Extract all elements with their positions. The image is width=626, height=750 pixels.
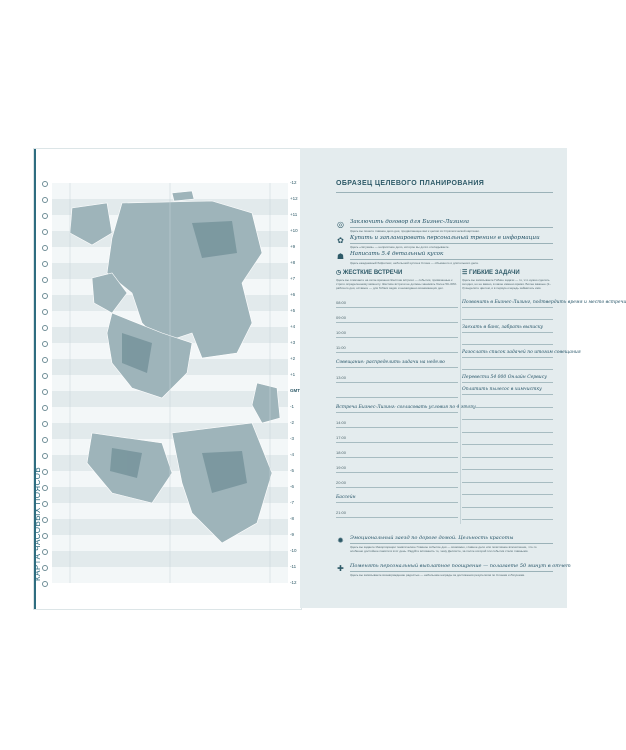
bottom-note-description: Здесь вы задаете Инкорпорации тематическое Главное событие дня — возможно, главное дело или позитивное впечатление, что-то особенно достойное памяти в этот день. Радуйте вспомнить то, чему Дессисте, за после которой эти события стали главными. bbox=[350, 545, 537, 553]
sun-icon: ✹ bbox=[337, 536, 344, 545]
time-label: 17:00 bbox=[336, 435, 347, 440]
zone-offset-label: -6 bbox=[290, 484, 295, 489]
hard-meeting-row[interactable] bbox=[336, 444, 458, 458]
zone-marker bbox=[42, 357, 48, 363]
zone-marker bbox=[42, 517, 48, 523]
zone-offset-label: +4 bbox=[290, 324, 296, 329]
target-icon: ◎ bbox=[337, 220, 344, 229]
goal-note: Здесь «лягушка» — неприятное дело, которое вы долго откладываете. bbox=[350, 244, 450, 249]
zone-marker bbox=[42, 437, 48, 443]
zone-offset-label: +8 bbox=[290, 260, 296, 265]
page-title: КАРТА ЧАСОВЫХ ПОЯСОВ bbox=[33, 466, 42, 581]
goal-row bbox=[336, 252, 553, 266]
list-icon: ☰ bbox=[462, 270, 470, 276]
zone-marker bbox=[42, 341, 48, 347]
zone-offset-label: -4 bbox=[290, 452, 295, 457]
time-label: 20:00 bbox=[336, 480, 347, 485]
zone-offset-label: -2 bbox=[290, 420, 295, 425]
flexible-task-row[interactable] bbox=[462, 482, 553, 496]
gift-icon: ✚ bbox=[337, 564, 344, 573]
time-label: 19:00 bbox=[336, 465, 347, 470]
flexible-task-row[interactable] bbox=[462, 319, 553, 333]
zone-offset-label: +7 bbox=[290, 276, 296, 281]
zone-marker bbox=[42, 261, 48, 267]
zone-marker bbox=[42, 245, 48, 251]
flexible-task-row[interactable] bbox=[462, 444, 553, 458]
time-label: 14:00 bbox=[336, 420, 347, 425]
flexible-tasks-heading: ☰ ГИБКИЕ ЗАДАЧИ bbox=[462, 270, 520, 276]
time-label: 11:00 bbox=[336, 345, 346, 350]
zone-marker bbox=[42, 581, 48, 587]
bottom-note-description: Здесь вы записываете вознаграждение радостью — небольшие награды за достижения результатов по Слонам и Лягушкам. bbox=[350, 573, 525, 577]
hard-meeting-row[interactable] bbox=[336, 399, 476, 413]
zone-marker bbox=[42, 533, 48, 539]
zone-marker bbox=[42, 501, 48, 507]
task-entry: Оплатить пылесос в химчистку bbox=[462, 387, 542, 392]
hard-meeting-row[interactable] bbox=[336, 414, 458, 428]
time-label: 08:00 bbox=[336, 300, 347, 305]
goal-text[interactable]: Купить и запланировать персональный тренинг в информации bbox=[350, 235, 540, 241]
flexible-task-row[interactable] bbox=[462, 307, 553, 321]
clock-icon: ◷ bbox=[336, 270, 343, 276]
flexible-task-row[interactable] bbox=[462, 507, 553, 521]
bottom-note-row bbox=[336, 563, 571, 586]
hard-meeting-row[interactable] bbox=[336, 369, 458, 383]
flexible-task-row[interactable] bbox=[462, 457, 553, 471]
zone-marker bbox=[42, 389, 48, 395]
flexible-task-row[interactable] bbox=[462, 344, 581, 358]
time-label: 09:00 bbox=[336, 315, 347, 320]
task-entry: Позвонить в Бизнес-Лизинг, подтвердить время и место встречи bbox=[462, 299, 626, 305]
zone-offset-label: +3 bbox=[290, 340, 296, 345]
zone-offset-label: -5 bbox=[290, 468, 295, 473]
time-label: 10:00 bbox=[336, 330, 347, 335]
hard-meeting-row[interactable] bbox=[336, 339, 458, 353]
meeting-entry: Встреча Бизнес-Лизинг: согласовать условия по 4 этапу bbox=[336, 405, 476, 410]
flexible-task-row[interactable] bbox=[462, 407, 553, 421]
goal-text[interactable]: Заключить договор для Бизнес-Лизинга bbox=[350, 219, 470, 225]
hard-meeting-row[interactable] bbox=[336, 504, 458, 518]
task-entry: Разослать список задачей по итогам совещания bbox=[462, 349, 581, 355]
flexible-task-row[interactable] bbox=[462, 494, 553, 508]
flexible-task-row[interactable] bbox=[462, 294, 626, 308]
frog-icon: ✿ bbox=[337, 236, 344, 245]
flexible-task-row[interactable] bbox=[462, 394, 553, 408]
bottom-note-text[interactable]: Эмоциональный заезд по дороге домой. Цельность красоты bbox=[350, 535, 514, 541]
zone-offset-label: -12 bbox=[290, 580, 297, 585]
flexible-task-row[interactable] bbox=[462, 432, 553, 446]
flexible-task-row[interactable] bbox=[462, 419, 553, 433]
zone-offset-label: -7 bbox=[290, 500, 295, 505]
goal-note: Здесь ежедневный бифштекс, небольшой кусочек Слона — объемного и длительного дела. bbox=[350, 260, 479, 265]
zone-offset-label: +5 bbox=[290, 308, 296, 313]
goal-row bbox=[336, 236, 553, 250]
time-label: 21:00 bbox=[336, 510, 347, 515]
time-label: 18:00 bbox=[336, 450, 347, 455]
zone-marker bbox=[42, 421, 48, 427]
zone-offset-label: +11 bbox=[290, 212, 298, 217]
bottom-note-line bbox=[350, 543, 553, 544]
flexible-task-row[interactable] bbox=[462, 382, 553, 396]
hard-meeting-row[interactable] bbox=[336, 459, 458, 473]
flexible-task-row[interactable] bbox=[462, 369, 553, 383]
zone-offset-label: GMT bbox=[290, 388, 300, 393]
zone-marker bbox=[42, 405, 48, 411]
zone-offset-label: -1 bbox=[290, 404, 295, 409]
zone-offset-label: +2 bbox=[290, 356, 296, 361]
zone-marker bbox=[42, 309, 48, 315]
task-entry: Заехать в банк, забрать выписку bbox=[462, 324, 544, 330]
zone-offset-label: -9 bbox=[290, 532, 295, 537]
world-map-graphic bbox=[52, 183, 288, 583]
hard-meeting-row[interactable] bbox=[336, 324, 458, 338]
hard-meeting-row[interactable] bbox=[336, 309, 458, 323]
zone-offset-label: -12 bbox=[290, 180, 297, 185]
hard-meeting-row[interactable] bbox=[336, 294, 458, 308]
flexible-tasks-description: Здесь вы записываете Гибкие задачи — то, что нужно сделать сегодня, но не важно, в какое именно время. Более важные (2–3) выделите цветом, и в первую очередь займитесь ими. bbox=[462, 278, 551, 290]
flexible-task-row[interactable] bbox=[462, 469, 553, 483]
flexible-task-row[interactable] bbox=[462, 357, 553, 371]
zone-marker bbox=[42, 325, 48, 331]
page-title: ОБРАЗЕЦ ЦЕЛЕВОГО ПЛАНИРОВАНИЯ bbox=[336, 180, 485, 187]
zone-marker bbox=[42, 469, 48, 475]
zone-marker bbox=[42, 373, 48, 379]
timezone-map-page bbox=[33, 148, 302, 610]
zone-offset-label: +12 bbox=[290, 196, 298, 201]
zone-offset-label: +1 bbox=[290, 372, 296, 377]
flexible-task-row[interactable] bbox=[462, 332, 553, 346]
time-label: 13:00 bbox=[336, 375, 347, 380]
zone-marker bbox=[42, 277, 48, 283]
column-divider bbox=[460, 269, 461, 524]
zone-offset-label: +10 bbox=[290, 228, 298, 233]
bottom-note-row bbox=[336, 536, 553, 558]
meeting-entry: Совещание: распределить задачи на неделю bbox=[336, 360, 445, 365]
hard-meeting-row[interactable] bbox=[336, 489, 458, 503]
zone-offset-label: -10 bbox=[290, 548, 297, 553]
meeting-entry: Бассейн bbox=[336, 495, 356, 500]
zone-offset-label: -11 bbox=[290, 564, 297, 569]
goal-note: Здесь вы пишете главное дело дня, продвигающее вас к целям из Стратегической картинки. bbox=[350, 228, 480, 233]
zone-marker bbox=[42, 229, 48, 235]
goal-text[interactable]: Написать 5.4 детальный кусок bbox=[350, 251, 444, 257]
hard-meetings-description: Здесь вы отмечаете на сетке времени Жесткие встречи — события, привязанные к строго определенному моменту. Жесткие встречи не должны занимать более 50–60% рабочего дня, оставьте — для Гибких задач и неожиданно возникающих дел. bbox=[336, 278, 457, 290]
zone-offset-label: +6 bbox=[290, 292, 296, 297]
hard-meeting-row[interactable] bbox=[336, 384, 458, 398]
zone-marker bbox=[42, 453, 48, 459]
hard-meetings-heading: ◷ ЖЕСТКИЕ ВСТРЕЧИ bbox=[336, 270, 403, 276]
title-underline bbox=[336, 192, 553, 193]
zone-marker bbox=[42, 565, 48, 571]
hard-meeting-row[interactable] bbox=[336, 354, 458, 368]
hard-meeting-row[interactable] bbox=[336, 429, 458, 443]
zone-offset-label: -3 bbox=[290, 436, 295, 441]
goal-row bbox=[336, 220, 553, 234]
bottom-note-text[interactable]: Поменять персональный выплатное поощрение — полагаете 50 минут в отчет bbox=[350, 563, 571, 569]
bottom-note-line bbox=[350, 571, 553, 572]
world-map bbox=[52, 183, 288, 583]
planning-sample-page bbox=[300, 148, 626, 608]
zone-marker bbox=[42, 213, 48, 219]
hard-meeting-row[interactable] bbox=[336, 474, 458, 488]
zone-marker bbox=[42, 181, 48, 187]
elephant-icon: ☗ bbox=[336, 252, 345, 261]
zone-marker bbox=[42, 485, 48, 491]
task-entry: Перевести 54 000 Онлайн Сервису bbox=[462, 374, 547, 380]
zone-offset-label: -8 bbox=[290, 516, 295, 521]
zone-marker bbox=[42, 293, 48, 299]
zone-marker bbox=[42, 197, 48, 203]
zone-offset-label: +9 bbox=[290, 244, 296, 249]
zone-marker bbox=[42, 549, 48, 555]
